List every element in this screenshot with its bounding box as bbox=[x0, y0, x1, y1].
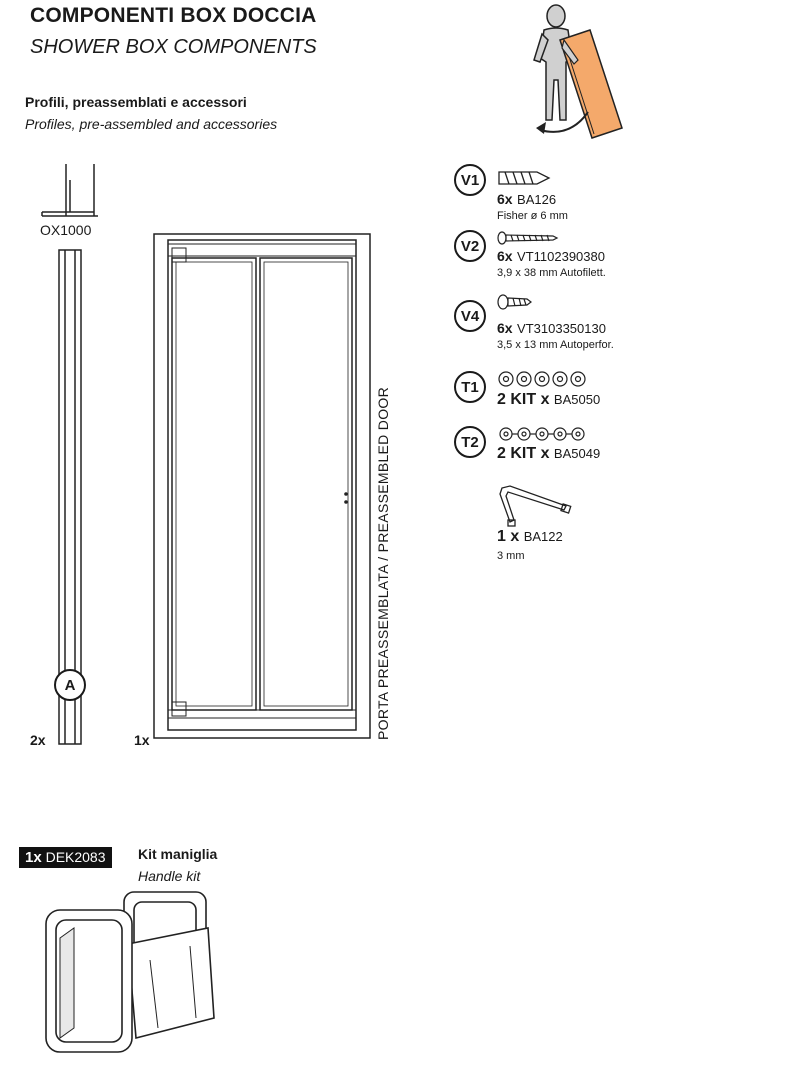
part-code-t1: BA5050 bbox=[553, 392, 601, 407]
part-label-t2: T2 bbox=[454, 426, 486, 458]
part-row-t1 bbox=[497, 391, 600, 409]
part-label-v1: V1 bbox=[454, 164, 486, 196]
door-quantity: 1x bbox=[134, 732, 150, 748]
part-desc-v2: 3,9 x 38 mm Autofilett. bbox=[497, 267, 606, 279]
part-row-v2 bbox=[497, 248, 605, 266]
part-code-t2: BA5049 bbox=[553, 446, 601, 461]
part-desc-v4: 3,5 x 13 mm Autoperfor. bbox=[497, 339, 614, 351]
two-person-carry-icon bbox=[520, 0, 630, 145]
profile-marker: A bbox=[54, 669, 86, 701]
part-code-v4: VT3103350130 bbox=[517, 321, 606, 336]
hex-key-qty: 1 x bbox=[497, 528, 520, 545]
hex-key-desc: 3 mm bbox=[497, 550, 525, 562]
hex-key-row bbox=[497, 528, 563, 546]
part-row-t2 bbox=[497, 445, 600, 463]
part-qty-t1: 2 KIT x bbox=[497, 391, 550, 408]
allen-key-icon bbox=[492, 482, 578, 528]
handle-kit-icon bbox=[40, 888, 230, 1063]
hex-key-code: BA122 bbox=[523, 529, 563, 544]
part-qty-t2: 2 KIT x bbox=[497, 445, 550, 462]
part-row-v1 bbox=[497, 191, 556, 209]
handle-kit-code: DEK2083 bbox=[45, 849, 106, 865]
handle-kit-label: Kit maniglia bbox=[138, 846, 218, 862]
handle-kit-qty: 1x bbox=[25, 849, 42, 866]
door-label: PORTA PREASSEMBLATA / PREASSEMBLED DOOR bbox=[375, 387, 391, 740]
profile-section-icon bbox=[40, 160, 100, 220]
handle-kit-label-english: Handle kit bbox=[138, 868, 201, 884]
part-label-v2: V2 bbox=[454, 230, 486, 262]
long-screw-icon bbox=[497, 231, 559, 245]
wall-plug-icon bbox=[497, 168, 555, 188]
part-code-v1: BA126 bbox=[517, 192, 557, 207]
preassembled-door bbox=[150, 230, 375, 745]
short-screw-icon bbox=[497, 293, 533, 311]
part-qty-v4: 6x bbox=[497, 320, 513, 336]
part-label-v4: V4 bbox=[454, 300, 486, 332]
part-label-t1: T1 bbox=[454, 371, 486, 403]
part-row-v4 bbox=[497, 320, 606, 338]
section-subtitle: Profili, preassemblati e accessori bbox=[25, 94, 247, 110]
handle-kit-tag bbox=[19, 847, 112, 868]
profile-quantity: 2x bbox=[30, 732, 46, 748]
cap-kit-icon bbox=[497, 425, 592, 443]
cap-kit-icon bbox=[497, 370, 592, 388]
part-desc-v1: Fisher ø 6 mm bbox=[497, 210, 568, 222]
page-title-english: SHOWER BOX COMPONENTS bbox=[30, 36, 317, 58]
part-code-v2: VT1102390380 bbox=[517, 249, 605, 264]
profile-code: OX1000 bbox=[40, 222, 92, 238]
section-subtitle-english: Profiles, pre-assembled and accessories bbox=[25, 116, 278, 132]
part-qty-v1: 6x bbox=[497, 191, 513, 207]
part-qty-v2: 6x bbox=[497, 248, 513, 264]
page-title: COMPONENTI BOX DOCCIA bbox=[30, 4, 317, 27]
